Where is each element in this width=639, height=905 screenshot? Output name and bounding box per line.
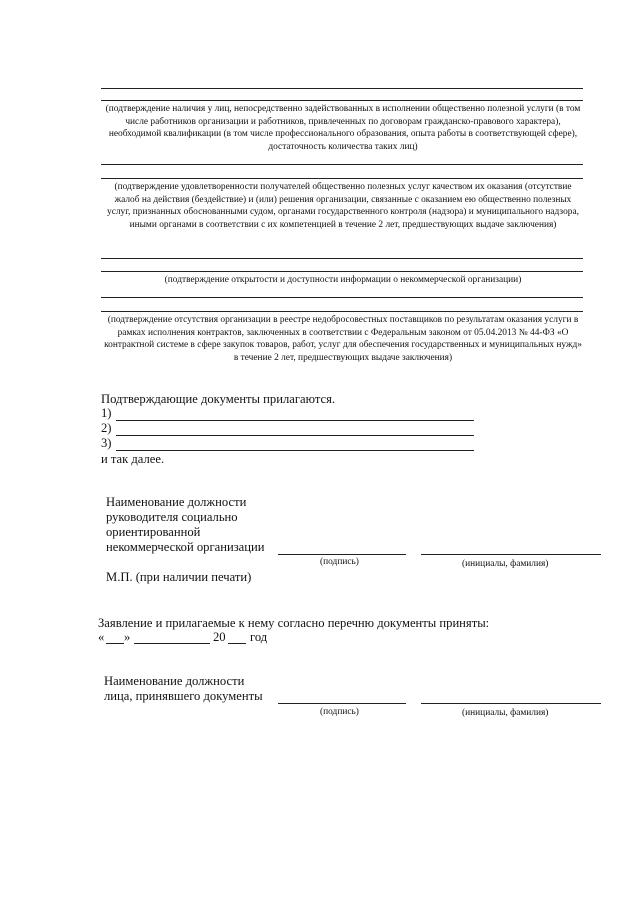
fill-line[interactable] — [101, 311, 583, 312]
name-line[interactable] — [421, 554, 601, 555]
note-information-openness: (подтверждение открытости и доступности информации о некоммерческой организации) — [164, 275, 522, 285]
date-month-line[interactable] — [134, 643, 210, 644]
stamp-note: М.П. (при наличии печати) — [106, 570, 252, 584]
attachment-line[interactable] — [116, 450, 474, 451]
receiver-position-line: Наименование должности — [104, 674, 245, 688]
date-day-line[interactable] — [106, 643, 124, 644]
date-open-quote: « — [98, 630, 105, 644]
fill-line[interactable] — [101, 297, 583, 298]
fill-line[interactable] — [101, 271, 583, 272]
year-line[interactable] — [228, 643, 246, 644]
attachment-line[interactable] — [116, 420, 474, 421]
note-staff-qualification: (подтверждение наличия у лиц, непосредственно задействованных в исполнении общественно полезной услуги (в том числе работников организации и работников, привлеченных по договорам гражданско-правового характера), необходимой квалификации (в том числе профессионального образования, опыта работы в соответствующей сфере), достаточность количества таких лиц) — [105, 104, 581, 152]
year-prefix: 20 — [213, 630, 226, 644]
attachment-number: 2) — [101, 421, 112, 435]
note-supplier-registry: (подтверждение отсутствия организации в реестре недобросовестных поставщиков по результатам оказания услуги в рамках исполнения контрактов, заключенных в соответствии с Федеральным законом от 05.04.2013 № 44-ФЗ «О контрактной системе в сфере закупок товаров, работ, услуг для обеспечения государственных и муниципальных нужд» в течение 2 лет, предшествующих выдаче заключения) — [104, 315, 582, 363]
name-label: (инициалы, фамилия) — [462, 708, 549, 718]
receiver-position-line: лица, принявшего документы — [104, 689, 263, 703]
fill-line[interactable] — [101, 88, 583, 89]
note-customer-satisfaction: (подтверждение удовлетворенности получателей общественно полезных услуг качеством их оказания (отсутствие жалоб на действия (бездействие) и (или) решения организации, связанные с оказанием ею общественно полезных услуг, признанных обоснованными судом, органами государственного контроля (надзора) и муниципального надзора, иными органами в соответствии с их компетенцией в течение 2 лет, предшествующих выдаче заключения) — [107, 182, 579, 230]
signature-label: (подпись) — [320, 707, 359, 717]
signature-line[interactable] — [278, 703, 406, 704]
name-line[interactable] — [421, 703, 601, 704]
head-position-line: Наименование должности — [106, 495, 247, 509]
year-suffix: год — [250, 630, 268, 644]
head-position-line: некоммерческой организации — [106, 540, 265, 554]
fill-line[interactable] — [101, 100, 583, 101]
fill-line[interactable] — [101, 258, 583, 259]
attachment-line[interactable] — [116, 435, 474, 436]
signature-label: (подпись) — [320, 557, 359, 567]
attachment-number: 1) — [101, 406, 112, 420]
acceptance-statement: Заявление и прилагаемые к нему согласно перечню документы приняты: — [98, 616, 490, 630]
attachments-heading: Подтверждающие документы прилагаются. — [101, 392, 336, 406]
signature-line[interactable] — [278, 554, 406, 555]
fill-line[interactable] — [101, 164, 583, 165]
attachments-etc: и так далее. — [101, 452, 165, 466]
date-close-quote: » — [124, 630, 131, 644]
head-position-line: ориентированной — [106, 525, 201, 539]
fill-line[interactable] — [101, 178, 583, 179]
attachment-number: 3) — [101, 436, 112, 450]
name-label: (инициалы, фамилия) — [462, 559, 549, 569]
head-position-line: руководителя социально — [106, 510, 238, 524]
